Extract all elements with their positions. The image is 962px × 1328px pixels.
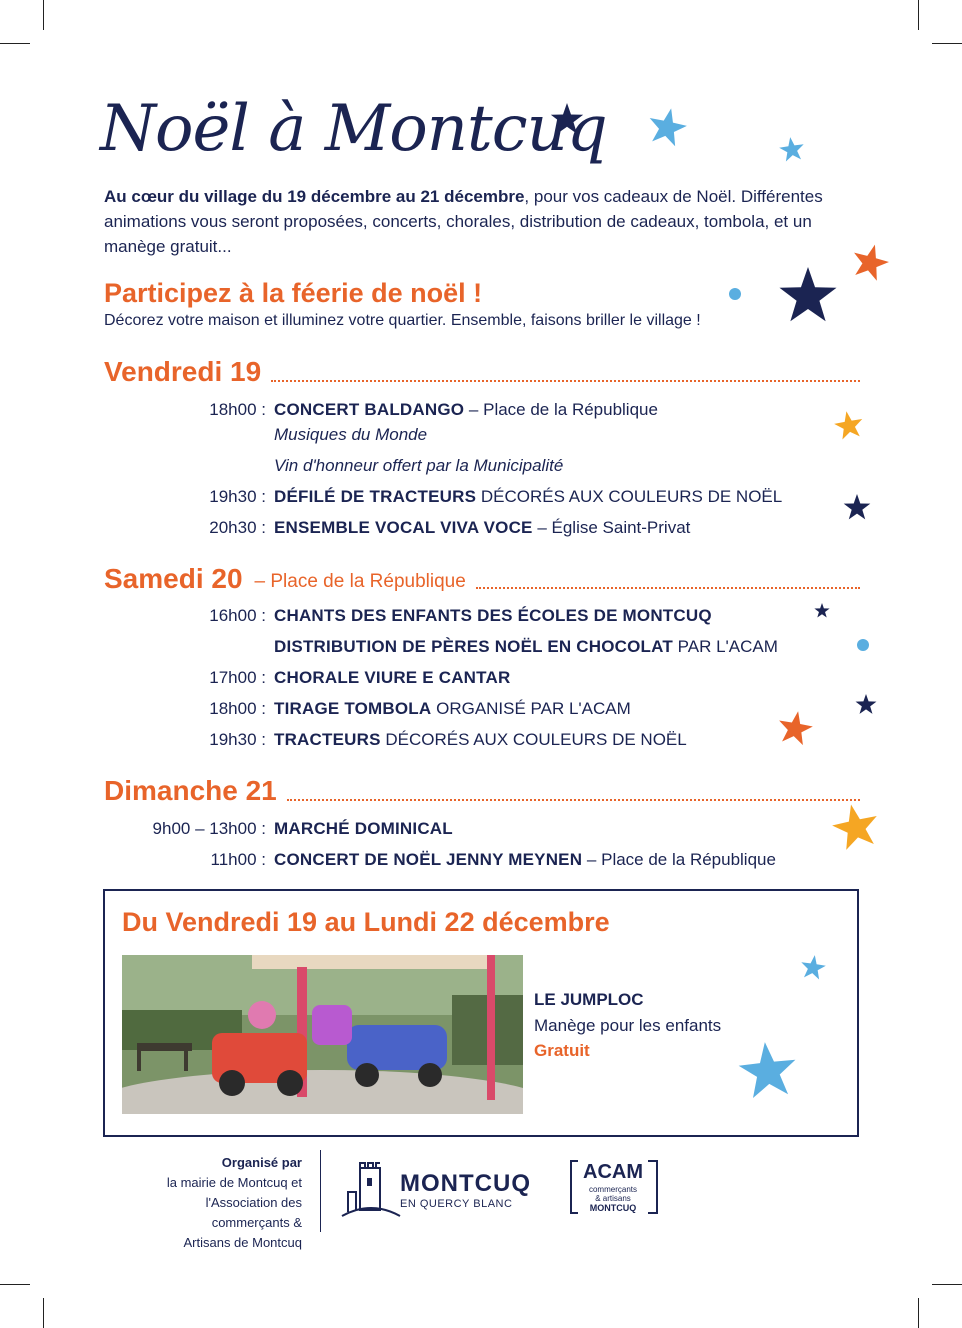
intro-paragraph	[104, 184, 844, 259]
organiser-line: la mairie de Montcuq et	[166, 1175, 302, 1190]
dotted-divider	[271, 380, 860, 382]
organiser-line: l'Association des commerçants &	[205, 1195, 302, 1230]
jumploc-subtitle: Manège pour les enfants	[534, 1016, 722, 1035]
event-row: 19h30 : DÉFILÉ DE TRACTEURS DÉCORÉS AUX COULEURS DE NOËL	[209, 487, 783, 506]
day-name: Vendredi 19	[104, 356, 262, 387]
intro-text: , pour vos cadeaux de Noël. Différentes animations vous seront proposées, concerts, chorales, distribution de cadeaux, tombola, et un manège gratuit...	[104, 187, 823, 256]
intro-bold: Au cœur du village du 19 décembre au 21 décembre	[104, 187, 525, 206]
event-row: 16h00 : CHANTS DES ENFANTS DES ÉCOLES DE MONTCUQ	[209, 606, 712, 625]
jumploc-free: Gratuit	[534, 1041, 590, 1060]
organised-by-label: Organisé par	[221, 1155, 302, 1170]
event-row: 20h30 : ENSEMBLE VOCAL VIVA VOCE – Église Saint-Privat	[209, 518, 691, 537]
box-heading: Du Vendredi 19 au Lundi 22 décembre	[122, 907, 610, 937]
carousel-image-icon	[122, 955, 523, 1114]
montcuq-logo	[340, 1160, 555, 1220]
event-row: DISTRIBUTION DE PÈRES NOËL EN CHOCOLAT PAR L'ACAM	[274, 637, 778, 656]
event-row: Musiques du Monde	[274, 425, 428, 444]
montcuq-logo-sub: EN QUERCY BLANC	[400, 1198, 513, 1210]
page-title: Noël à Montcuq	[100, 92, 607, 166]
feerie-text: Décorez votre maison et illuminez votre quartier. Ensemble, faisons briller le village !	[104, 312, 701, 329]
day-name: Dimanche 21	[104, 775, 277, 806]
dotted-divider	[287, 799, 860, 801]
acam-logo-town: MONTCUQ	[589, 1203, 637, 1213]
acam-logo-sub: & artisans	[595, 1194, 631, 1203]
montcuq-logo-name: MONTCUQ	[400, 1170, 531, 1197]
carousel-photo	[122, 955, 523, 1114]
castle-tower-icon	[340, 1160, 402, 1218]
event-row: Vin d'honneur offert par la Municipalité	[274, 456, 564, 475]
jumploc-title: LE JUMPLOC	[534, 990, 644, 1009]
event-row: 11h00 : CONCERT DE NOËL JENNY MEYNEN – Place de la République	[210, 850, 776, 869]
day-heading-sunday	[104, 773, 860, 807]
event-row: 19h30 : TRACTEURS DÉCORÉS AUX COULEURS DE NOËL	[209, 730, 687, 749]
day-place: – Place de la République	[254, 571, 466, 592]
footer-divider	[320, 1150, 321, 1232]
acam-logo-name: ACAM	[583, 1161, 643, 1183]
event-row: 17h00 : CHORALE VIURE E CANTAR	[209, 668, 511, 687]
event-row: 18h00 : TIRAGE TOMBOLA ORGANISÉ PAR L'ACAM	[209, 699, 631, 718]
organiser-line: Artisans de Montcuq	[183, 1235, 302, 1250]
event-row: 9h00 – 13h00 : MARCHÉ DOMINICAL	[152, 819, 453, 838]
event-row: 18h00 : CONCERT BALDANGO – Place de la République	[209, 400, 658, 419]
feerie-heading: Participez à la féerie de noël !	[104, 278, 483, 308]
day-heading-saturday	[104, 561, 860, 595]
acam-logo-sub: commerçants	[588, 1185, 637, 1194]
day-name: Samedi 20	[104, 563, 243, 594]
acam-logo	[570, 1160, 656, 1216]
day-heading-friday	[104, 354, 860, 388]
dotted-divider	[476, 587, 860, 589]
organiser-text	[140, 1153, 302, 1253]
